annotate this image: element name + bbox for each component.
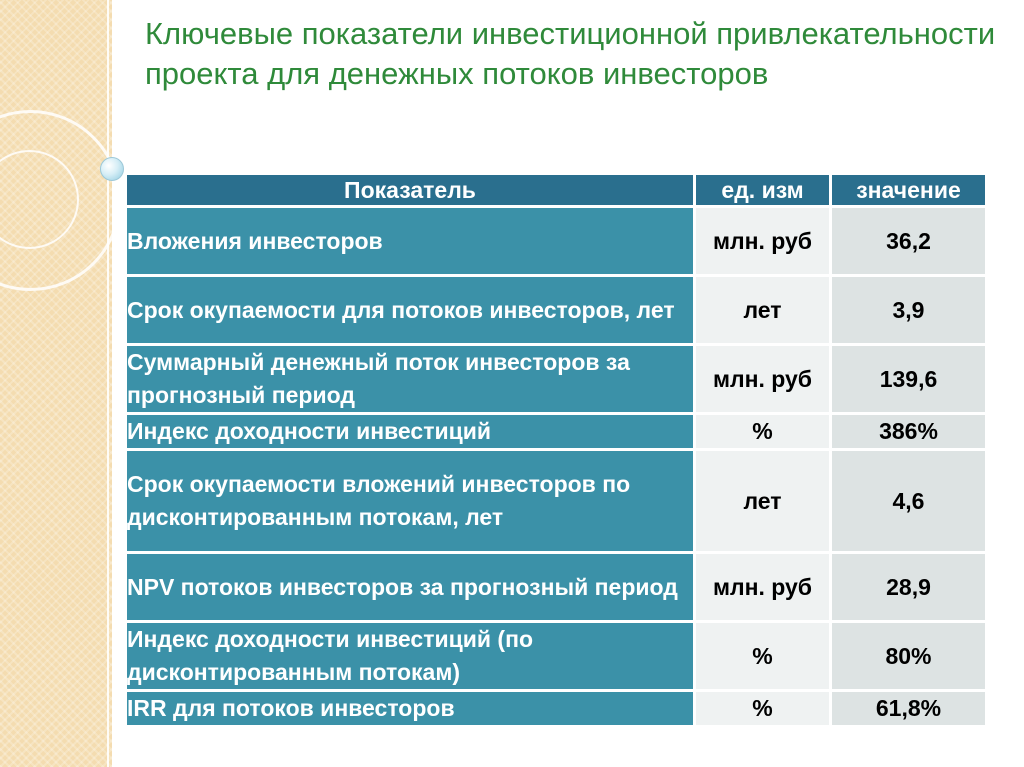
indicator-value: 4,6 bbox=[832, 451, 985, 551]
indicator-value: 386% bbox=[832, 415, 985, 448]
indicator-unit: лет bbox=[696, 277, 829, 343]
indicator-name: Суммарный денежный поток инвесторов за прогнозный период bbox=[127, 346, 693, 412]
table-row bbox=[127, 208, 985, 274]
table-row bbox=[127, 277, 985, 343]
indicator-value: 139,6 bbox=[832, 346, 985, 412]
indicator-unit: % bbox=[696, 692, 829, 725]
table-row bbox=[127, 692, 985, 725]
metrics-table bbox=[124, 172, 988, 728]
indicator-name: NPV потоков инвесторов за прогнозный период bbox=[127, 554, 693, 620]
indicator-value: 80% bbox=[832, 623, 985, 689]
indicator-unit: млн. руб bbox=[696, 346, 829, 412]
indicator-value: 36,2 bbox=[832, 208, 985, 274]
indicator-name: Индекс доходности инвестиций (по дисконтированным потокам) bbox=[127, 623, 693, 689]
indicator-name: IRR для потоков инвесторов bbox=[127, 692, 693, 725]
indicator-name: Срок окупаемости вложений инвесторов по дисконтированным потокам, лет bbox=[127, 451, 693, 551]
indicator-name: Вложения инвесторов bbox=[127, 208, 693, 274]
header-indicator: Показатель bbox=[127, 175, 693, 205]
table-row bbox=[127, 554, 985, 620]
indicator-name: Срок окупаемости для потоков инвесторов, лет bbox=[127, 277, 693, 343]
table-row bbox=[127, 451, 985, 551]
indicator-unit: лет bbox=[696, 451, 829, 551]
indicator-unit: млн. руб bbox=[696, 208, 829, 274]
indicator-unit: % bbox=[696, 623, 829, 689]
decorative-dot-icon bbox=[100, 157, 124, 181]
header-unit: ед. изм bbox=[696, 175, 829, 205]
table-row bbox=[127, 415, 985, 448]
indicator-value: 61,8% bbox=[832, 692, 985, 725]
table-row bbox=[127, 623, 985, 689]
slide-title: Ключевые показатели инвестиционной привлекательности проекта для денежных потоков инвесторов bbox=[145, 16, 996, 91]
indicator-unit: млн. руб bbox=[696, 554, 829, 620]
header-value: значение bbox=[832, 175, 985, 205]
indicator-value: 3,9 bbox=[832, 277, 985, 343]
indicator-value: 28,9 bbox=[832, 554, 985, 620]
table-row bbox=[127, 346, 985, 412]
table-header-row bbox=[127, 175, 985, 205]
indicator-name: Индекс доходности инвестиций bbox=[127, 415, 693, 448]
decorative-side-band bbox=[0, 0, 112, 767]
decorative-line bbox=[107, 0, 109, 767]
indicator-unit: % bbox=[696, 415, 829, 448]
